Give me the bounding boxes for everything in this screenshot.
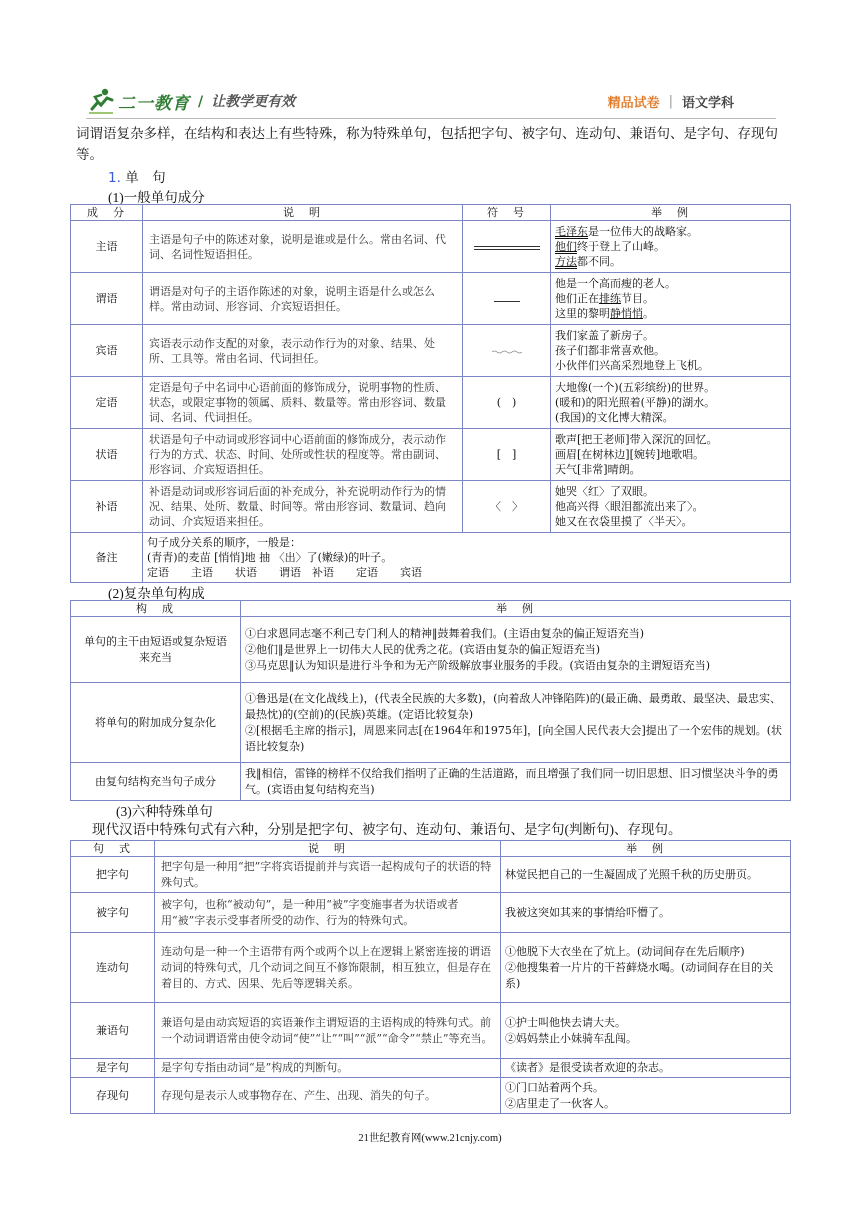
logo-slogan: / 让教学更有效 [198,94,296,110]
sentence-type: 把字句 [71,857,155,893]
example-cell [551,377,791,429]
col-header: 说 明 [143,205,463,221]
example-cell [501,1078,791,1114]
runner-logo-icon [86,87,116,115]
component-desc: 主语是句子中的陈述对象，说明是谁或是什么。常由名词、代词、名词性短语担任。 [143,221,463,273]
table-sentence-components [70,204,791,583]
table-row [71,273,791,325]
symbol-cell [463,325,551,377]
example-line: 方法都不同。 [555,255,621,268]
sentence-type: 连动句 [71,933,155,1003]
logo-text: 二一教育 [118,93,190,114]
example-line: (暖和)的阳光照着(平静)的湖水。 [555,396,716,409]
col-header: 举 例 [501,841,791,857]
col-header: 构 成 [71,601,241,617]
component-name: 主语 [71,221,143,273]
example-line: 他高兴得〈眼泪都流出来了〉。 [555,500,704,513]
table-row [71,1059,791,1078]
example-cell [551,221,791,273]
col-header: 成 分 [71,205,143,221]
example-line: ①白求恩同志毫不利己专门利人的精神‖鼓舞着我们。(主语由复杂的偏正短语充当) [245,626,645,640]
table-header-row [71,205,791,221]
example-line: 她又在衣袋里摸了〈半天〉。 [555,515,693,528]
example-cell [501,933,791,1003]
example-line: ③马克思‖认为知识是进行斗争和为无产阶级解放事业服务的手段。(宾语由复杂的主谓短语充当) [245,658,711,672]
note-line: 句子成分关系的顺序，一般是： [147,536,301,549]
sentence-type: 兼语句 [71,1003,155,1059]
symbol-cell [463,273,551,325]
col-header: 举 例 [551,205,791,221]
table-row [71,763,791,801]
table-row [71,857,791,893]
table-row [71,1078,791,1114]
page-footer[interactable]: 21世纪教育网(www.21cnjy.com) [358,1133,502,1144]
example-line: ①鲁迅是(在文化战线上)，(代表全民族的大多数)，(向着敌人冲锋陷阵)的(最正确、最勇敢、最坚决、最忠实、最热忱)的(空前)的(民族)英雄。(定语比较复杂) [245,691,782,721]
table-row [71,893,791,933]
special-sentence-paragraph: 现代汉语中特殊句式有六种，分别是把字句、被字句、连动句、兼语句、是字句(判断句)、存现句。 [92,822,682,837]
example-cell [241,763,791,801]
page-header [86,84,776,118]
wavy-underline-symbol [492,350,522,354]
component-name: 宾语 [71,325,143,377]
double-underline-symbol [474,246,540,250]
table-header-row [71,841,791,857]
component-desc: 状语是句子中动词或形容词中心语前面的修饰成分，表示动作行为的方式、状态、时间、处所或性状的程度等。常由副词、形容词、介宾短语担任。 [143,429,463,481]
example-cell [501,857,791,893]
example-cell [241,683,791,763]
site-logo[interactable] [86,84,295,118]
note-line: (青青)的麦苗 [悄悄]地 抽 〈出〉了(嫩绿)的叶子。 [147,551,393,564]
example-line: 画眉[在树林边][婉转]地歌唱。 [555,448,705,461]
component-name: 状语 [71,429,143,481]
example-line: 大地像(一个)(五彩缤纷)的世界。 [555,381,716,394]
example-line: 林觉民把自己的一生凝固成了光照千秋的历史册页。 [505,867,758,881]
table-row [71,221,791,273]
example-line: 这里的黎明静悄悄。 [555,307,654,320]
example-cell [501,893,791,933]
table-row [71,325,791,377]
single-underline-symbol [494,301,520,302]
header-divider [86,118,776,119]
sentence-type: 存现句 [71,1078,155,1114]
example-line: 我们家盖了新房子。 [555,329,654,342]
sentence-desc: 兼语句是由动宾短语的宾语兼作主谓短语的主语构成的特殊句式。前一个动词谓语常由使令动词“使”“让”“叫”“派”“命令”“禁止”等充当。 [155,1003,501,1059]
sentence-desc: 连动句是一种一个主语带有两个或两个以上在逻辑上紧密连接的谓语动词的特殊句式，几个动词之间互不修饰限制，相互独立，但是存在着目的、方式、因果、先后等逻辑关系。 [155,933,501,1003]
example-cell [551,325,791,377]
component-name: 定语 [71,377,143,429]
table-row [71,1003,791,1059]
symbol-cell: [ ] [463,429,551,481]
construct-name: 将单句的附加成分复杂化 [71,683,241,763]
example-cell [241,617,791,683]
component-desc: 谓语是对句子的主语作陈述的对象，说明主语是什么或怎么样。常由动词、形容词、介宾短语担任。 [143,273,463,325]
subheading-1: (1)一般单句成分 [108,190,205,205]
component-desc: 定语是句子中名词中心语前面的修饰成分，说明事物的性质、状态，或限定事物的领属、质料、数量等。常由形容词、数量词、名词、代词担任。 [143,377,463,429]
col-header: 说 明 [155,841,501,857]
note-content [143,533,791,583]
example-cell [551,273,791,325]
note-line: 定语 主语 状语 谓语 补语 定语 宾语 [147,566,422,579]
header-label-subject: 语文学科 [681,96,734,111]
example-line: 歌声[把王老师]带入深沉的回忆。 [555,433,718,446]
table-row [71,683,791,763]
example-line: ②店里走了一伙客人。 [505,1096,615,1110]
example-line: ②妈妈禁止小妹骑车乱闯。 [505,1031,637,1045]
section-heading [108,166,166,186]
table-row [71,481,791,533]
table-row [71,933,791,1003]
example-line: ①门口站着两个兵。 [505,1080,604,1094]
table-row [71,429,791,481]
subheading-2: (2)复杂单句构成 [108,586,205,601]
example-line: 她哭〈红〉了双眼。 [555,485,654,498]
example-line: 小伙伴们兴高采烈地登上飞机。 [555,359,709,372]
col-header: 句 式 [71,841,155,857]
example-line: 天气[非常]晴朗。 [555,463,641,476]
example-line: 他们终于登上了山峰。 [555,240,665,253]
sentence-type: 是字句 [71,1059,155,1078]
example-cell [551,481,791,533]
sentence-type: 被字句 [71,893,155,933]
symbol-cell [463,221,551,273]
component-name: 谓语 [71,273,143,325]
example-line: ②[根据毛主席的指示]，周恩来同志[在1964年和1975年]，[向全国人民代表大会]提出了一个宏伟的规划。(状语比较复杂) [245,723,783,753]
sentence-desc: 被字句，也称“被动句”，是一种用“被”字变施事者为状语或者用“被”字表示受事者所受的动作、行为的特殊句式。 [155,893,501,933]
example-line: (我国)的文化博大精深。 [555,411,674,424]
example-line: 《读者》是很受读者欢迎的杂志。 [505,1061,670,1074]
example-line: 我‖相信，雷锋的榜样不仅给我们指明了正确的生活道路，而且增强了我们同一切旧思想、旧习惯坚决斗争的勇气。(宾语由复句结构充当) [245,766,779,796]
sentence-desc: 存现句是表示人或事物存在、产生、出现、消失的句子。 [155,1078,501,1114]
example-line: 毛泽东是一位伟大的战略家。 [555,225,698,238]
section-number: 1. [108,170,121,186]
table-special-sentences [70,840,791,1114]
example-cell [501,1003,791,1059]
component-name: 补语 [71,481,143,533]
symbol-cell: 〈 〉 [463,481,551,533]
construct-name: 由复句结构充当句子成分 [71,763,241,801]
example-line: 他是一个高而瘦的老人。 [555,277,676,290]
example-line: ②他搜集着一片片的干苔藓烧水喝。(动词间存在目的关系) [505,960,774,990]
table-complex-sentence [70,600,791,801]
subheading-3: (3)六种特殊单句 [116,804,213,819]
example-line: ①护士叫他快去请大夫。 [505,1015,626,1029]
table-row [71,617,791,683]
sentence-desc: 是字句专指由动词“是”构成的判断句。 [155,1059,501,1078]
component-desc: 宾语表示动作支配的对象，表示动作行为的对象、结果、处所、工具等。常由名词、代词担任。 [143,325,463,377]
col-header: 符 号 [463,205,551,221]
table-row [71,377,791,429]
header-separator: | [668,94,673,109]
example-cell [551,429,791,481]
table-row-note [71,533,791,583]
sentence-desc: 把字句是一种用“把”字将宾语提前并与宾语一起构成句子的状语的特殊句式。 [155,857,501,893]
example-line: ②他们‖是世界上一切伟大人民的优秀之花。(宾语由复杂的偏正短语充当) [245,642,601,656]
example-line: 我被这突如其来的事情给吓懵了。 [505,905,670,919]
col-header: 举 例 [241,601,791,617]
intro-paragraph: 词谓语复杂多样，在结构和表达上有些特殊，称为特殊单句，包括把字句、被字句、连动句、兼语句、是字句、存现句等。 [76,126,778,163]
section-title: 单 句 [125,170,166,186]
table-header-row [71,601,791,617]
example-line: ①他脱下大衣坐在了炕上。(动词间存在先后顺序) [505,944,745,958]
component-desc: 补语是动词或形容词后面的补充成分，补充说明动作行为的情况、结果、处所、数量、时间等。常由形容词、数量词、趋向动词、介宾短语来担任。 [143,481,463,533]
construct-name: 单句的主干由短语或复杂短语来充当 [71,617,241,683]
note-label: 备注 [71,533,143,583]
header-label-premium: 精品试卷 [607,96,660,111]
example-line: 孩子们都非常喜欢他。 [555,344,665,357]
example-line: 他们正在排练节目。 [555,292,654,305]
example-cell [501,1059,791,1078]
header-subject [608,92,734,111]
symbol-cell: ( ) [463,377,551,429]
